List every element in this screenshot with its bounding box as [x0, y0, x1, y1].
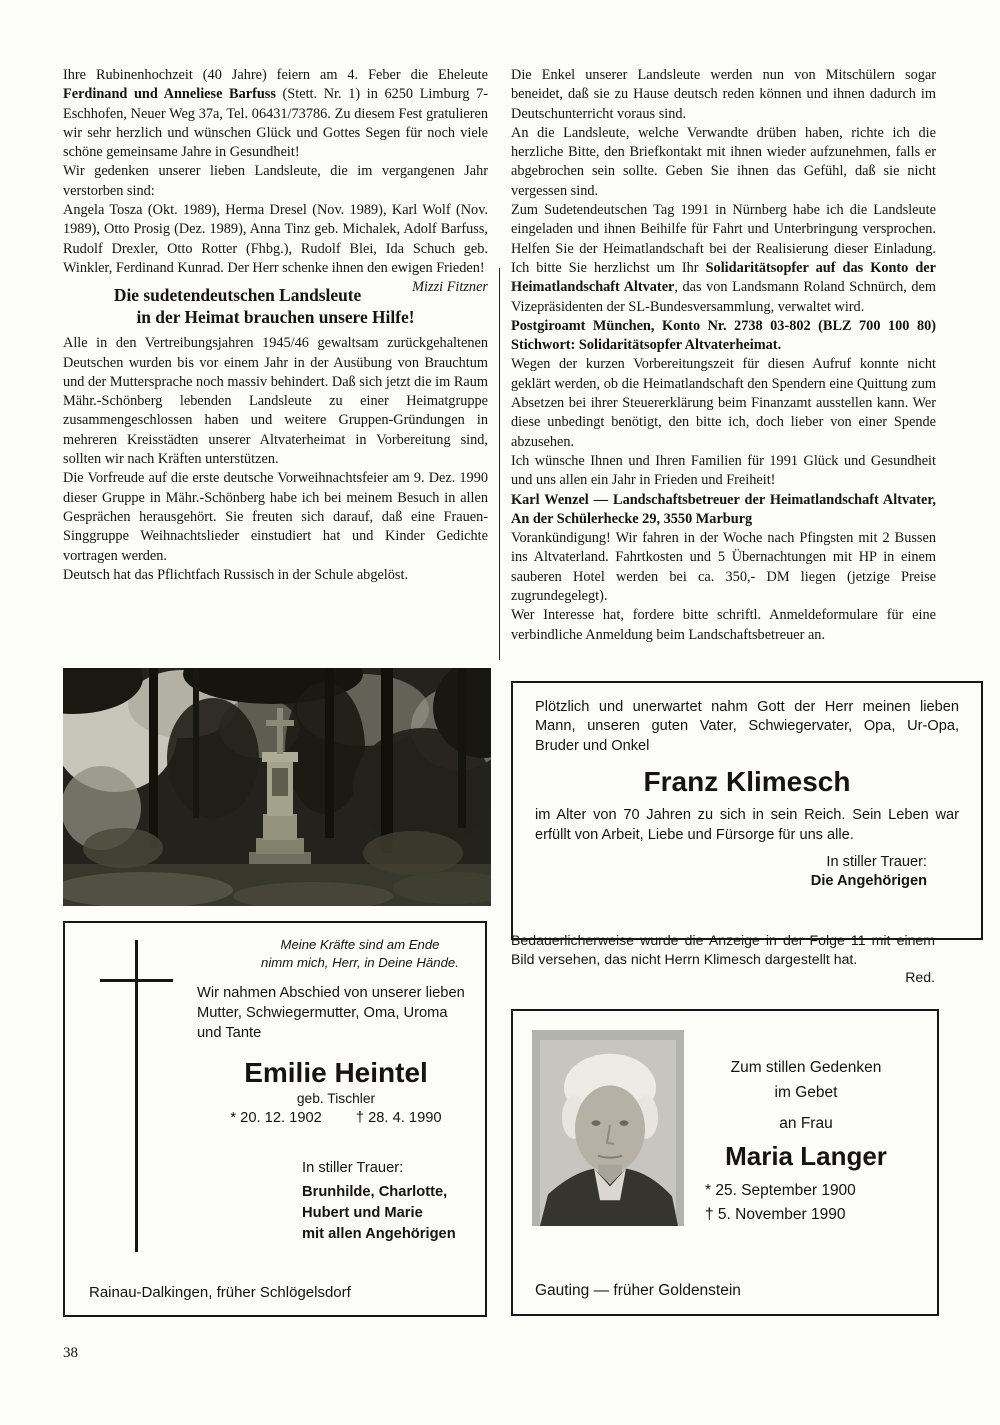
para-gedenken: Wir gedenken unserer lieben Landsleute, die im vergangenen Jahr verstorben sind: — [63, 163, 488, 199]
memorial-line-2: im Gebet — [774, 1084, 838, 1101]
portrait-photo — [532, 1030, 684, 1226]
para-pflichtfach: Deutsch hat das Pflichtfach Russisch in der Schule abgelöst. — [63, 566, 409, 583]
wayside-shrine-photo — [63, 668, 491, 906]
cross-icon — [100, 979, 173, 982]
para-rubinenhochzeit — [63, 66, 488, 162]
birth-date: * 20. 12. 1902 — [230, 1110, 322, 1126]
birth-date: * 25. September 1900 — [705, 1182, 856, 1199]
cross-icon — [135, 940, 138, 1252]
para-vertreibungsjahre: Alle in den Vertreibungsjahren 1945/46 gewaltsam zurückgehaltenen Deutschen wurden bis vor einem Jahr in der Ausübung von Brauchtum und der Muttersprache noch massiv behindert. Daß sich jetzt die im Raum Mähr.-Schönberg lebenden Landsleute zu einer Heimatgruppe zusammengeschlossen haben und weitere Gruppen-Gründungen in mehreren Kreisstädten unserer Altvaterheimat in Vorbereitung sind, sollten wir nach Kräften unterstützen. — [63, 335, 488, 468]
mourners-line-2: Hubert und Marie — [302, 1205, 423, 1221]
deceased-name-maria-langer: Maria Langer — [725, 1141, 887, 1171]
para-vorweihnachtsfeier: Die Vorfreude auf die erste deutsche Vorweihnachtsfeier am 9. Dez. 1990 dieser Gruppe in Mähr.-Schönberg habe ich bei meinem Besuch in allen Gesprächen herausgehört. Sie freuten sich darauf, daß eine Frauen-Singgruppe Weihnachtslieder einstudiert hat und Kinder Gedichte vortragen werden. — [63, 470, 488, 564]
obituary-emilie-heintel — [63, 921, 487, 1317]
portrait-graphic — [532, 1030, 684, 1226]
memorial-line-1: Zum stillen Gedenken — [730, 1059, 882, 1076]
mourning-block — [197, 1160, 475, 1245]
signature-mizzi-fitzner: Mizzi Fitzner — [412, 279, 488, 296]
shrine-photo-graphic — [63, 668, 491, 906]
correction-signature: Red. — [905, 969, 935, 986]
mourners — [302, 1182, 475, 1245]
column-divider-rule — [499, 268, 500, 660]
heading-line-2: in der Heimat brauchen unsere Hilfe! — [136, 306, 415, 327]
para-anmeldung: Wer Interesse hat, fordere bitte schriftl. Anmeldeformulare für eine verbindliche Anmeldung beim Landschaftsbetreuer an. — [511, 607, 936, 643]
para-karl-wenzel — [511, 491, 936, 530]
solidaritaetsopfer-bold: Solidaritätsopfer auf das Konto der Heimatlandschaft Altvater — [511, 259, 936, 296]
mourners: Die Angehörigen — [810, 873, 927, 890]
para-quittung: Wegen der kurzen Vorbereitungszeit für diesen Aufruf konnte nicht geklärt werden, ob die Heimatlandschaft den Spendern eine Quittung zum Absetzen bei ihrer Steuererklärung beim Finanzamt ausstellen kann. Wer diese unbedingt benötigt, den bitte ich, doch lieber von einer Spende abzusehen. — [511, 356, 936, 450]
correction-note — [511, 931, 935, 1001]
para-text: Zum Sudetendeutschen Tag 1991 in Nürnberg habe ich die Landsleute eingeladen und ihnen Beihilfe für Fahrt und Unterbringung versprochen. Helfen Sie der Heimatlandschaft bei der Realisierung dieser Einladung. Ich bitte Sie herzlichst um Ihr — [511, 202, 936, 276]
names-barfuss: Ferdinand und Anneliese Barfuss — [63, 86, 276, 103]
obituary-motto — [225, 936, 495, 971]
mourning-label: In stiller Trauer: — [826, 854, 927, 871]
heading-line-1: Die sudetendeutschen Landsleute — [113, 285, 362, 306]
life-dates — [197, 1110, 475, 1126]
mourning-label: In stiller Trauer: — [302, 1160, 404, 1176]
para-text: , das von Landsmann Roland Schnürch, dem Vizepräsidenten der SL-Bundesversammlung, verwaltet wird. — [511, 279, 936, 315]
para-text: Ihre Rubinenhochzeit (40 Jahre) feiern am 4. Feber die Eheleute — [63, 67, 488, 83]
obituary-content — [197, 983, 475, 1245]
para-sudetendeutscher-tag — [511, 201, 936, 317]
motto-line-2: nimm mich, Herr, in Deine Hände. — [261, 954, 459, 970]
para-konto — [511, 317, 936, 356]
karl-wenzel-bold: Karl Wenzel — Landschaftsbetreuer der Heimatlandschaft Altvater, An der Schülerhecke 29, 3550 Marburg — [511, 491, 936, 527]
para-wuensche: Ich wünsche Ihnen und Ihren Familien für 1991 Glück und Gesundheit und uns allen ein Jahr in Frieden und Freiheit! — [511, 452, 936, 489]
article-column-left — [63, 66, 488, 668]
memorial-maria-langer — [511, 1009, 939, 1316]
place-line: Gauting — früher Goldenstein — [535, 1282, 741, 1299]
article-column-right — [511, 66, 936, 668]
correction-text: Bedauerlicherweise wurde die Anzeige in der Folge 11 mit einem Bild versehen, das nicht Herrn Klimesch dargestellt hat. — [511, 932, 935, 967]
deceased-name-emilie-heintel: Emilie Heintel — [244, 1057, 428, 1088]
para-enkel: Die Enkel unserer Landsleute werden nun von Mitschülern sogar beneidet, daß sie zu Hause deutsch reden können und ihnen dadurch im Deutschunterricht voraus sind. — [511, 67, 936, 122]
obituary-franz-klimesch — [511, 681, 983, 940]
deceased-name-franz-klimesch: Franz Klimesch — [643, 766, 851, 798]
para-briefkontakt: An die Landsleute, welche Verwandte drüben haben, richte ich die herzliche Bitte, den Briefkontakt mit ihnen wieder aufzunehmen, falls er abgebrochen sein sollte. Geben Sie ihnen das Gefühl, daß sie nicht vergessen sind. — [511, 124, 936, 199]
obituary-body: im Alter von 70 Jahren zu sich in sein Reich. Sein Leben war erfüllt von Arbeit, Liebe und Fürsorge für uns alle. — [535, 807, 959, 843]
page-number: 38 — [63, 1345, 78, 1361]
para-text: Angela Tosza (Okt. 1989), Herma Dresel (Nov. 1989), Karl Wolf (Nov. 1989), Otto Prosig (Dez. 1989), Anna Tinz geb. Michalek, Adolf Barfuss, Rudolf Drexler, Otto Rotter (Fhbg.), Rudolf Blei, Ida Schuch geb. Winkler, Ferdinand Kunrad. Der Herr schenke ihnen den ewigen Frieden! — [63, 202, 488, 276]
death-date: † 5. November 1990 — [705, 1206, 846, 1223]
motto-line-1: Meine Kräfte sind am Ende — [280, 937, 440, 952]
obituary-intro: Wir nahmen Abschied von unserer lieben Mutter, Schwiegermutter, Oma, Uroma und Tante — [197, 985, 465, 1041]
para-vorankuendigung: Vorankündigung! Wir fahren in der Woche nach Pfingsten mit 2 Bussen ins Altvaterland. Fahrtkosten und 5 Übernachtungen mit HP in einem sauberen Hotel werden bei ca. 350,- DM liegen (jetzige Preise zugrundegelegt). — [511, 530, 936, 605]
maiden-name: geb. Tischler — [296, 1091, 376, 1106]
mourners-line-3: mit allen Angehörigen — [302, 1226, 456, 1242]
life-dates — [689, 1179, 923, 1227]
konto-bold: Postgiroamt München, Konto Nr. 2738 03-802 (BLZ 700 100 80) Stichwort: Solidaritätsopfer Altvaterheimat. — [511, 317, 936, 354]
para-text: (Stett. Nr. 1) in 6250 Limburg 7-Eschhofen, Neuer Weg 37a, Tel. 06431/73786. Zu diesem Fest gratulieren wir sehr herzlich und wünschen Glück und Gottes Segen für noch viele schöne gemeinsame Jahre in Gesundheit! — [63, 86, 488, 161]
death-date: † 28. 4. 1990 — [355, 1110, 442, 1126]
memorial-text — [689, 1057, 923, 1227]
mourners-line-1: Brunhilde, Charlotte, — [302, 1184, 448, 1200]
obituary-intro: Plötzlich und unerwartet nahm Gott der Herr meinen lieben Mann, unseren guten Vater, Schwiegervater, Opa, Ur-Opa, Bruder und Onkel — [535, 699, 959, 754]
memorial-line-3: an Frau — [779, 1115, 833, 1132]
place-line: Rainau-Dalkingen, früher Schlögelsdorf — [89, 1284, 351, 1301]
